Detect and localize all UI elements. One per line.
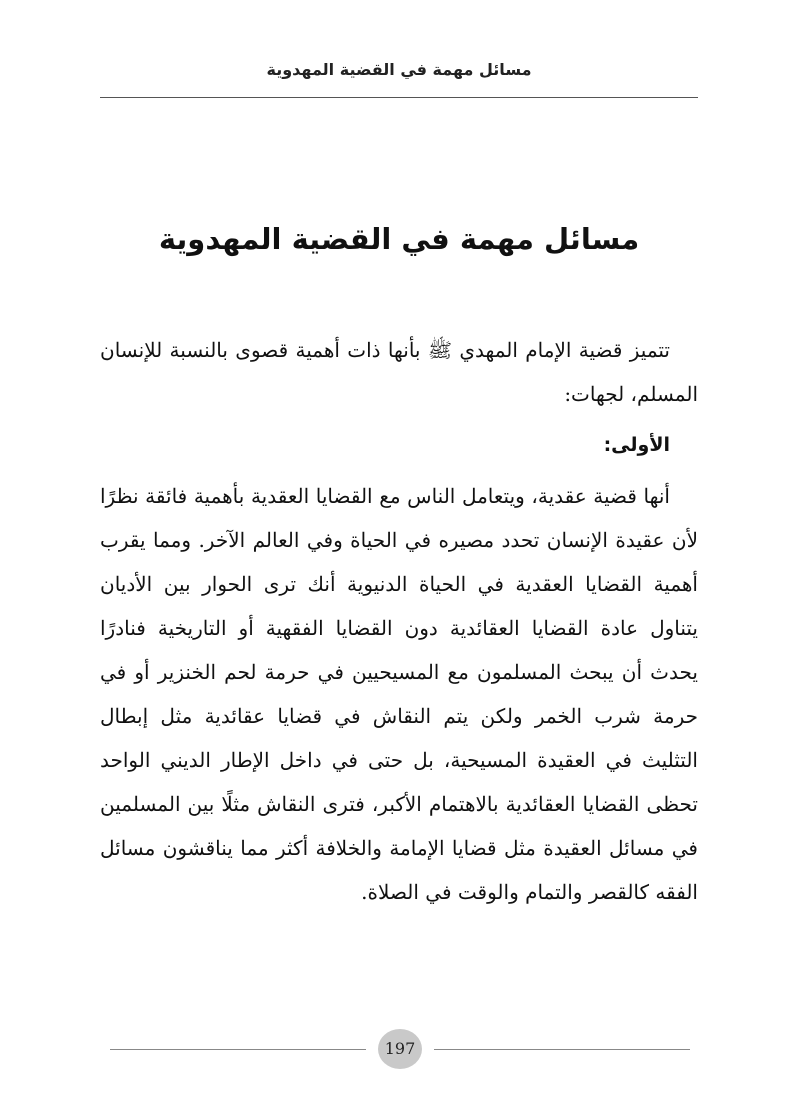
footer-divider-left <box>110 1049 366 1050</box>
footer-divider-right <box>434 1049 690 1050</box>
page-footer <box>110 1026 690 1066</box>
first-section-paragraph: أنها قضية عقدية، ويتعامل الناس مع القضايا العقدية بأهمية فائقة نظرًا لأن عقيدة الإنسان تحدد مصيره في الحياة وفي العالم الآخر. ومما يقرب أهمية القضايا العقدية في الحياة الدنيوية أنك ترى الحوار بين الأديان يتناول عادة القضايا العقائدية دون القضايا الفقهية أو التاريخية فنادرًا يحدث أن يبحث المسلمون مع المسيحيين في حرمة لحم الخنزير أو في حرمة شرب الخمر ولكن يتم النقاش في قضايا عقائدية مثل إبطال التثليث في العقيدة المسيحية، بل حتى في داخل الإطار الديني الواحد تحظى القضايا العقائدية بالاهتمام الأكبر، فترى النقاش مثلًا بين المسلمين في مسائل العقيدة مثل قضايا الإمامة والخلافة أكثر مما يناقشون مسائل الفقه كالقصر والتمام والوقت في الصلاة. <box>100 484 698 904</box>
header-divider <box>100 97 698 98</box>
body-text <box>100 328 698 914</box>
intro-paragraph: تتميز قضية الإمام المهدي ﷺ بأنها ذات أهمية قصوى بالنسبة للإنسان المسلم، لجهات: <box>100 338 698 406</box>
chapter-title: مسائل مهمة في القضية المهدوية <box>158 222 640 256</box>
page-number-badge: 197 <box>378 1029 422 1069</box>
running-header: مسائل مهمة في القضية المهدوية <box>266 60 532 79</box>
section-heading-first: الأولى: <box>603 434 670 456</box>
